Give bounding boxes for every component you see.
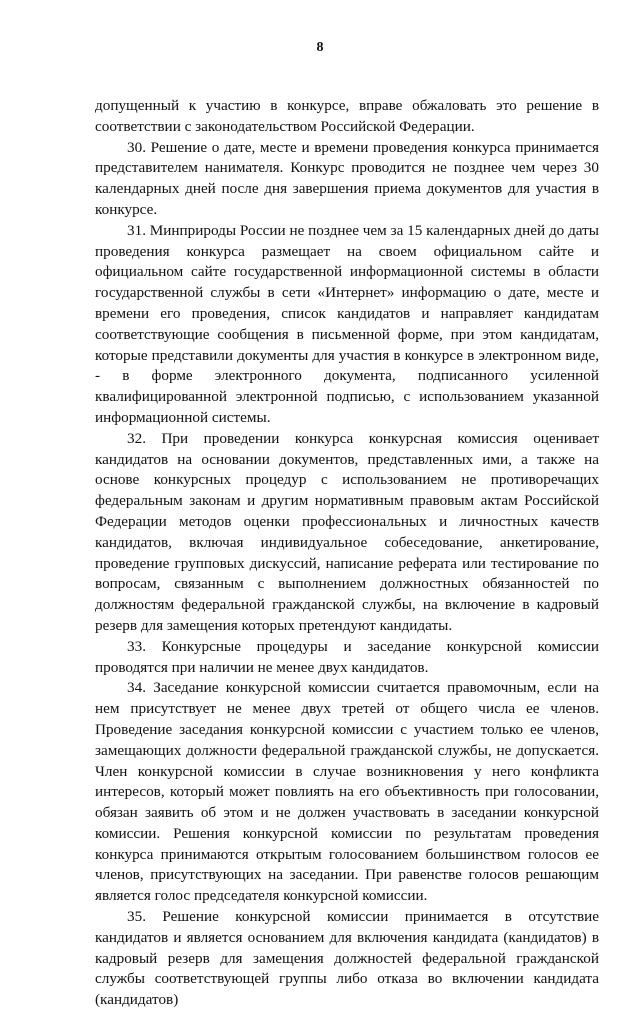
- paragraph-30: 30. Решение о дате, месте и времени проведения конкурса принимается представителем нанимателя. Конкурс проводится не позднее чем через 30 календарных дней после дня завершения приема документов для участия в конкурсе.: [95, 138, 599, 218]
- paragraph-33: 33. Конкурсные процедуры и заседание конкурсной комиссии проводятся при наличии не менее двух кандидатов.: [95, 637, 599, 676]
- paragraph-32: 32. При проведении конкурса конкурсная комиссия оценивает кандидатов на основании документов, представленных ими, а также на основе конкурсных процедур с использованием не противоречащих федеральным законам и другим нормативным правовым актам Российской Федерации методов оценки профессиональных и личностных качеств кандидатов, включая индивидуальное собеседование, анкетирование, проведение групповых дискуссий, написание реферата или тестирование по вопросам, связанным с выполнением должностных обязанностей по должностям федеральной гражданской службы, на включение в кадровый резерв для замещения которых претендуют кандидаты.: [95, 429, 599, 634]
- paragraph-31: 31. Минприроды России не позднее чем за 15 календарных дней до даты проведения конкурса размещает на своем официальном сайте и официальном сайте государственной информационной системы в области государственной службы в сети «Интернет» информацию о дате, месте и времени его проведения, список кандидатов и направляет кандидатам соответствующие сообщения в письменной форме, при этом кандидатам, которые представили документы для участия в конкурсе в электронном виде, - в форме электронного документа, подписанного усиленной квалифицированной электронной подписью, с использованием указанной информационной системы.: [95, 221, 599, 426]
- paragraph-continuation: допущенный к участию в конкурсе, вправе обжаловать это решение в соответствии с законодательством Российской Федерации.: [95, 97, 599, 135]
- page-number: 8: [316, 40, 324, 55]
- paragraph-34: 34. Заседание конкурсной комиссии считается правомочным, если на нем присутствует не менее двух третей от общего числа ее членов. Проведение заседания конкурсной комиссии с участием только ее членов, замещающих должности федеральной гражданской службы, не допускается. Член конкурсной комиссии в случае возникновения у него конфликта интересов, который может повлиять на его объективность при голосовании, обязан заявить об этом и не должен участвовать в заседании конкурсной комиссии. Решения конкурсной комиссии по результатам проведения конкурса принимаются открытым голосованием большинством голосов ее членов, присутствующих на заседании. При равенстве голосов решающим является голос председателя конкурсной комиссии.: [95, 679, 599, 905]
- document-body: [95, 96, 599, 1011]
- paragraph-35: 35. Решение конкурсной комиссии принимается в отсутствие кандидатов и является основанием для включения кандидата (кандидатов) в кадровый резерв для замещения должностей федеральной гражданской службы соответствующей группы либо отказа во включении кандидата (кандидатов): [95, 908, 599, 1009]
